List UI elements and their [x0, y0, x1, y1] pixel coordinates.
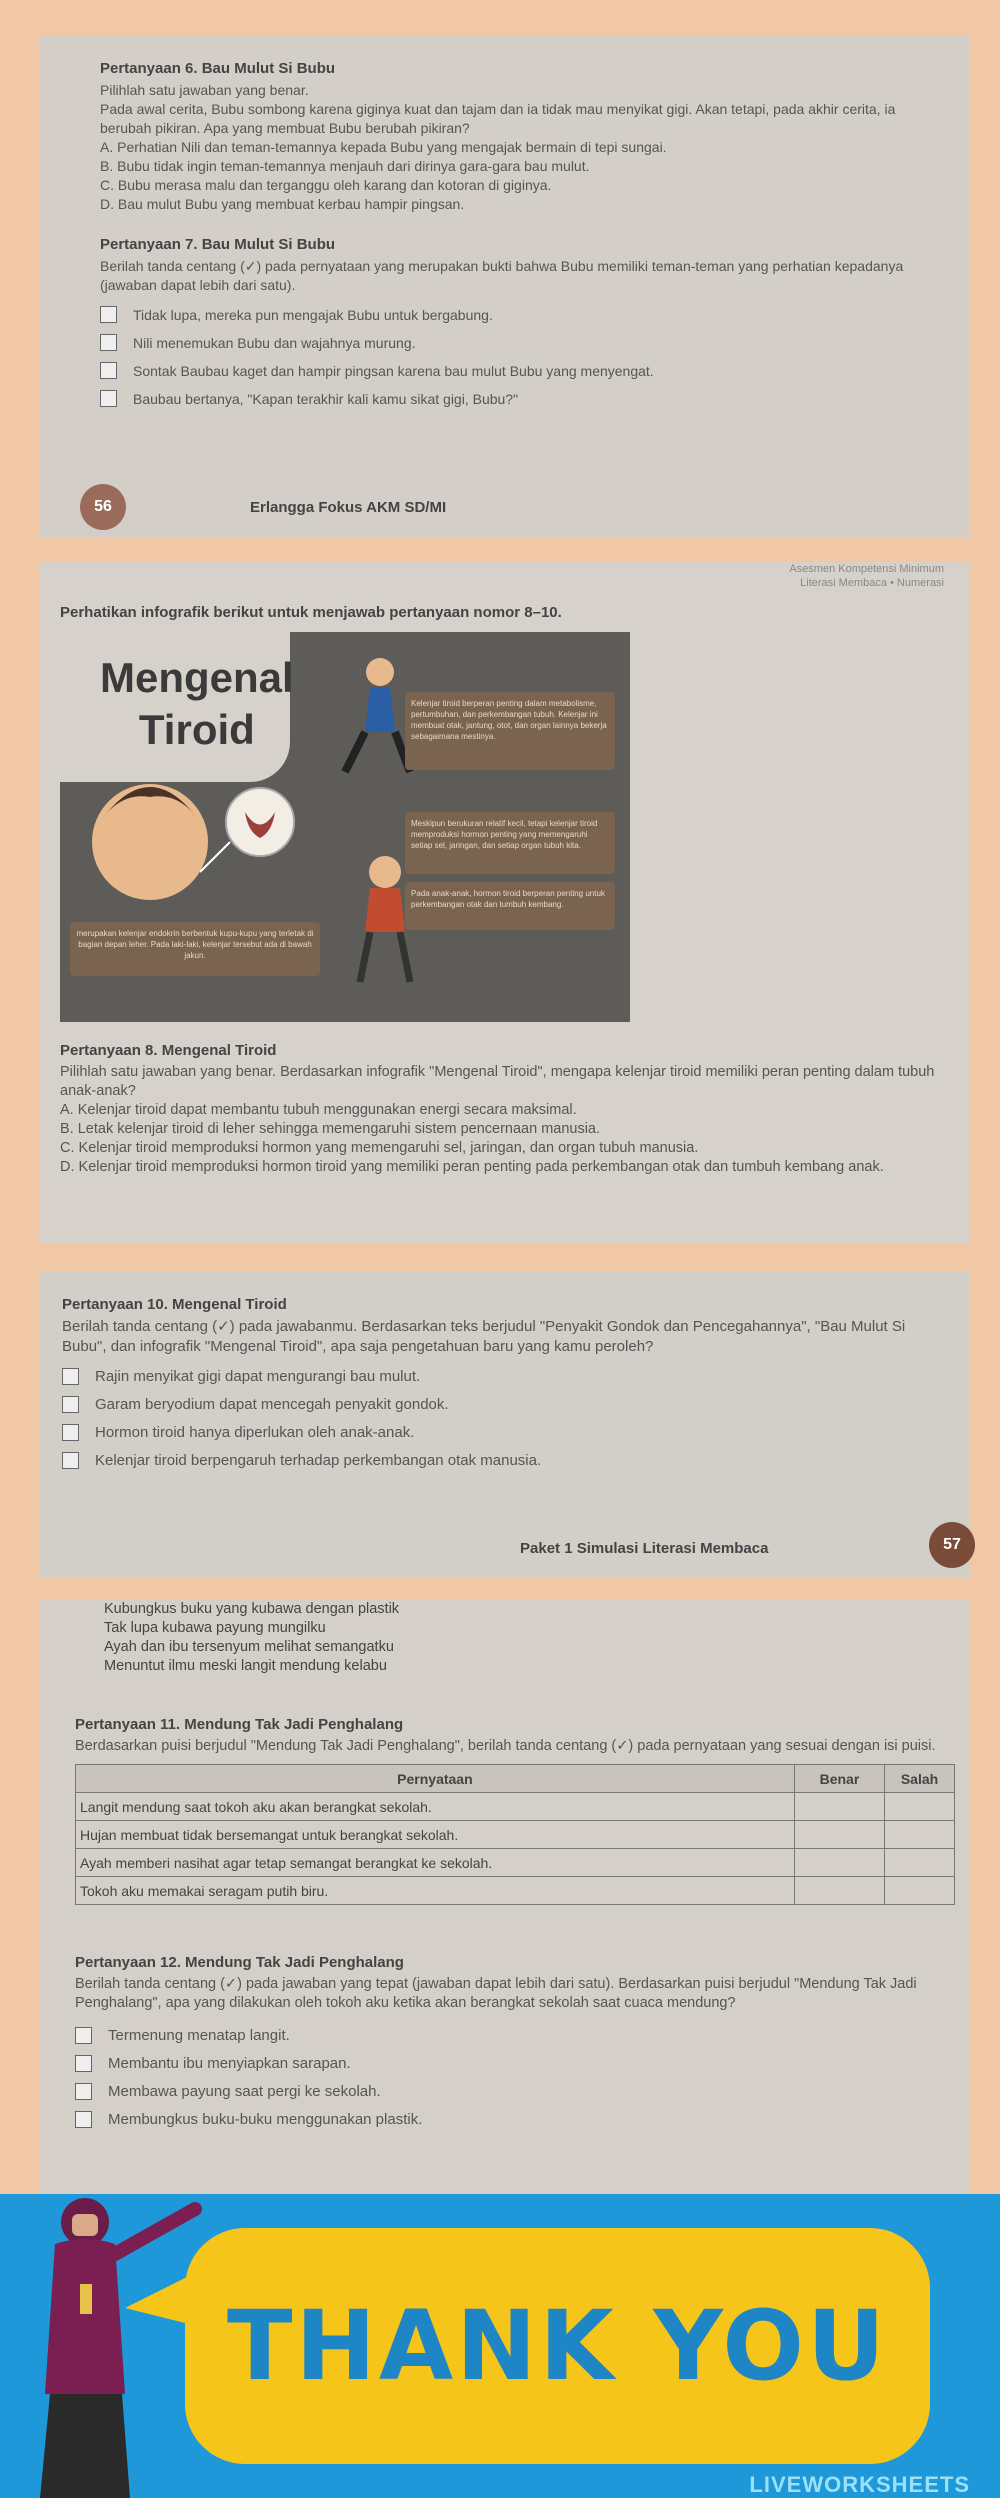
page-57 — [40, 1272, 970, 1578]
q10-option[interactable]: Hormon tiroid hanya diperlukan oleh anak-anak. — [62, 1424, 942, 1441]
q12-option[interactable]: Termenung menatap langit. — [75, 2027, 955, 2044]
q7-option[interactable]: Sontak Baubau kaget dan hampir pingsan karena bau mulut Bubu yang menyengat. — [100, 362, 910, 379]
info-box-role: Kelenjar tiroid berperan penting dalam metabolisme, pertumbuhan, dan perkembangan tubuh. Kelenjar ini membuat otak, jantung, otot, dan organ lainnya bekerja sebagaimana mestinya. — [405, 692, 615, 770]
checkbox[interactable] — [62, 1424, 79, 1441]
infographic — [60, 632, 630, 1022]
q7-option[interactable]: Nili menemukan Bubu dan wajahnya murung. — [100, 334, 910, 351]
infographic-intro: Perhatikan infografik berikut untuk menjawab pertanyaan nomor 8–10. — [60, 604, 562, 621]
true-cell[interactable] — [794, 1793, 884, 1821]
q10-option[interactable]: Kelenjar tiroid berpengaruh terhadap perkembangan otak manusia. — [62, 1452, 942, 1469]
col-true: Benar — [794, 1765, 884, 1793]
q10-block — [62, 1290, 942, 1469]
statement-table — [75, 1764, 955, 1905]
q7-instruction: Berilah tanda centang (✓) pada pernyataan yang merupakan bukti bahwa Bubu memiliki teman-teman yang perhatian kepadanya (jawaban dapat lebih dari satu). — [100, 258, 904, 293]
q8-option-a[interactable]: A. Kelenjar tiroid dapat membantu tubuh menggunakan energi secara maksimal. — [60, 1102, 577, 1118]
q8-block — [60, 1036, 960, 1177]
false-cell[interactable] — [885, 1849, 955, 1877]
q6-option-c[interactable]: C. Bubu merasa malu dan terganggu oleh karang dan kotoran di giginya. — [100, 177, 552, 193]
q11-title: Pertanyaan 11. Mendung Tak Jadi Penghalang — [75, 1716, 404, 1733]
page-56 — [40, 36, 970, 538]
col-false: Salah — [885, 1765, 955, 1793]
false-cell[interactable] — [885, 1821, 955, 1849]
q7-option[interactable]: Baubau bertanya, "Kapan terakhir kali kamu sikat gigi, Bubu?" — [100, 390, 910, 407]
q8-option-d[interactable]: D. Kelenjar tiroid memproduksi hormon tiroid yang memiliki peran penting pada perkembangan otak dan tumbuh kembang anak. — [60, 1159, 884, 1175]
table-row: Hujan membuat tidak bersemangat untuk berangkat sekolah. — [76, 1821, 955, 1849]
checkbox[interactable] — [62, 1396, 79, 1413]
q10-option[interactable]: Garam beryodium dapat mencegah penyakit gondok. — [62, 1396, 942, 1413]
table-row: Ayah memberi nasihat agar tetap semangat berangkat ke sekolah. — [76, 1849, 955, 1877]
info-box-children: Pada anak-anak, hormon tiroid berperan penting untuk perkembangan otak dan tumbuh kembang. — [405, 882, 615, 930]
q12-option[interactable]: Membantu ibu menyiapkan sarapan. — [75, 2055, 955, 2072]
thank-you-banner — [0, 2194, 1000, 2498]
boy-face-illustration — [92, 784, 208, 900]
false-cell[interactable] — [885, 1793, 955, 1821]
q11-instruction: Berdasarkan puisi berjudul "Mendung Tak Jadi Penghalang", berilah tanda centang (✓) pada pernyataan yang sesuai dengan isi puisi. — [75, 1738, 936, 1754]
checkbox[interactable] — [62, 1368, 79, 1385]
table-row: Langit mendung saat tokoh aku akan berangkat sekolah. — [76, 1793, 955, 1821]
infographic-title: Mengenal Tiroid — [100, 654, 294, 753]
speech-bubble — [185, 2228, 930, 2464]
thank-you-text: THANK YOU — [227, 2290, 888, 2402]
teacher-illustration — [10, 2194, 210, 2498]
q7-title: Pertanyaan 7. Bau Mulut Si Bubu — [100, 236, 336, 253]
false-cell[interactable] — [885, 1877, 955, 1905]
checkbox[interactable] — [75, 2027, 92, 2044]
q6-option-d[interactable]: D. Bau mulut Bubu yang membuat kerbau hampir pingsan. — [100, 196, 465, 212]
watermark-logo: LIVEWORKSHEETS — [749, 2472, 970, 2497]
q6-instruction: Pilihlah satu jawaban yang benar. — [100, 82, 309, 98]
q12-option[interactable]: Membungkus buku-buku menggunakan plastik. — [75, 2111, 955, 2128]
q12-option[interactable]: Membawa payung saat pergi ke sekolah. — [75, 2083, 955, 2100]
footer-publisher: Erlangga Fokus AKM SD/MI — [250, 498, 447, 516]
q7-option[interactable]: Tidak lupa, mereka pun mengajak Bubu untuk bergabung. — [100, 306, 910, 323]
info-box-definition: merupakan kelenjar endokrin berbentuk kupu-kupu yang terletak di bagian depan leher. Pada laki-laki, kelenjar tersebut ada di bawah jakun. — [70, 922, 320, 976]
q6-option-b[interactable]: B. Bubu tidak ingin teman-temannya menjauh dari dirinya gara-gara bau mulut. — [100, 158, 590, 174]
girl-illustration — [369, 856, 401, 888]
q12-block — [75, 1948, 955, 2128]
col-statement: Pernyataan — [76, 1765, 795, 1793]
true-cell[interactable] — [794, 1849, 884, 1877]
checkbox[interactable] — [75, 2083, 92, 2100]
q8-question: Pilihlah satu jawaban yang benar. Berdasarkan infografik "Mengenal Tiroid", mengapa kelenjar tiroid memiliki peran penting dalam tubuh anak-anak? — [60, 1064, 935, 1099]
page-infographic — [40, 562, 970, 1244]
q10-title: Pertanyaan 10. Mengenal Tiroid — [62, 1296, 287, 1313]
checkbox[interactable] — [100, 362, 117, 379]
checkbox[interactable] — [100, 334, 117, 351]
q8-title: Pertanyaan 8. Mengenal Tiroid — [60, 1042, 277, 1059]
q6-question: Pada awal cerita, Bubu sombong karena giginya kuat dan tajam dan ia tidak mau menyikat gigi. Akan tetapi, pada akhir cerita, ia berubah pikiran. Apa yang membuat Bubu berubah pikiran? — [100, 101, 896, 136]
q6-option-a[interactable]: A. Perhatian Nili dan teman-temannya kepada Bubu yang mengajak bermain di tepi sungai. — [100, 139, 667, 155]
q10-instruction: Berilah tanda centang (✓) pada jawabanmu. Berdasarkan teks berjudul "Penyakit Gondok dan Pencegahannya", "Bau Mulut Si Bubu", dan infografik "Mengenal Tiroid", apa saja pengetahuan baru yang kamu peroleh? — [62, 1318, 906, 1355]
true-cell[interactable] — [794, 1877, 884, 1905]
q8-option-b[interactable]: B. Letak kelenjar tiroid di leher sehingga memengaruhi sistem pencernaan manusia. — [60, 1121, 601, 1137]
checkbox[interactable] — [100, 306, 117, 323]
page-number-badge: 57 — [929, 1522, 975, 1568]
thyroid-zoom-circle — [226, 788, 294, 856]
runner-illustration — [366, 658, 394, 686]
q12-title: Pertanyaan 12. Mendung Tak Jadi Penghalang — [75, 1954, 404, 1971]
checkbox[interactable] — [100, 390, 117, 407]
table-row: Tokoh aku memakai seragam putih biru. — [76, 1877, 955, 1905]
q11-block — [75, 1710, 955, 1905]
q12-instruction: Berilah tanda centang (✓) pada jawaban yang tepat (jawaban dapat lebih dari satu). Berdasarkan puisi berjudul "Mendung Tak Jadi Penghalang", apa yang dilakukan oleh tokoh aku ketika akan berangkat sekolah saat cuaca mendung? — [75, 1976, 917, 2011]
poem-excerpt: Kubungkus buku yang kubawa dengan plastik Tak lupa kubawa payung mungilku Ayah dan ibu tersenyum melihat semangatku Menuntut ilmu meski langit mendung kelabu — [104, 1601, 400, 1674]
checkbox[interactable] — [62, 1452, 79, 1469]
page-poem — [40, 1600, 970, 2194]
q8-option-c[interactable]: C. Kelenjar tiroid memproduksi hormon yang memengaruhi sel, jaringan, dan organ tubuh manusia. — [60, 1140, 699, 1156]
checkbox[interactable] — [75, 2111, 92, 2128]
page-header: Asesmen Kompetensi Minimum Literasi Membaca • Numerasi — [789, 563, 944, 589]
true-cell[interactable] — [794, 1821, 884, 1849]
info-box-hormone: Meskipun berukuran relatif kecil, tetapi kelenjar tiroid memproduksi hormon penting yang memengaruhi setiap sel, jaringan, dan setiap organ tubuh kita. — [405, 812, 615, 874]
page-footer — [80, 476, 970, 538]
page-number-badge: 56 — [80, 484, 126, 530]
q6-title: Pertanyaan 6. Bau Mulut Si Bubu — [100, 60, 336, 77]
footer-package: Paket 1 Simulasi Literasi Membaca — [520, 1540, 769, 1557]
checkbox[interactable] — [75, 2055, 92, 2072]
q10-option[interactable]: Rajin menyikat gigi dapat mengurangi bau mulut. — [62, 1368, 942, 1385]
